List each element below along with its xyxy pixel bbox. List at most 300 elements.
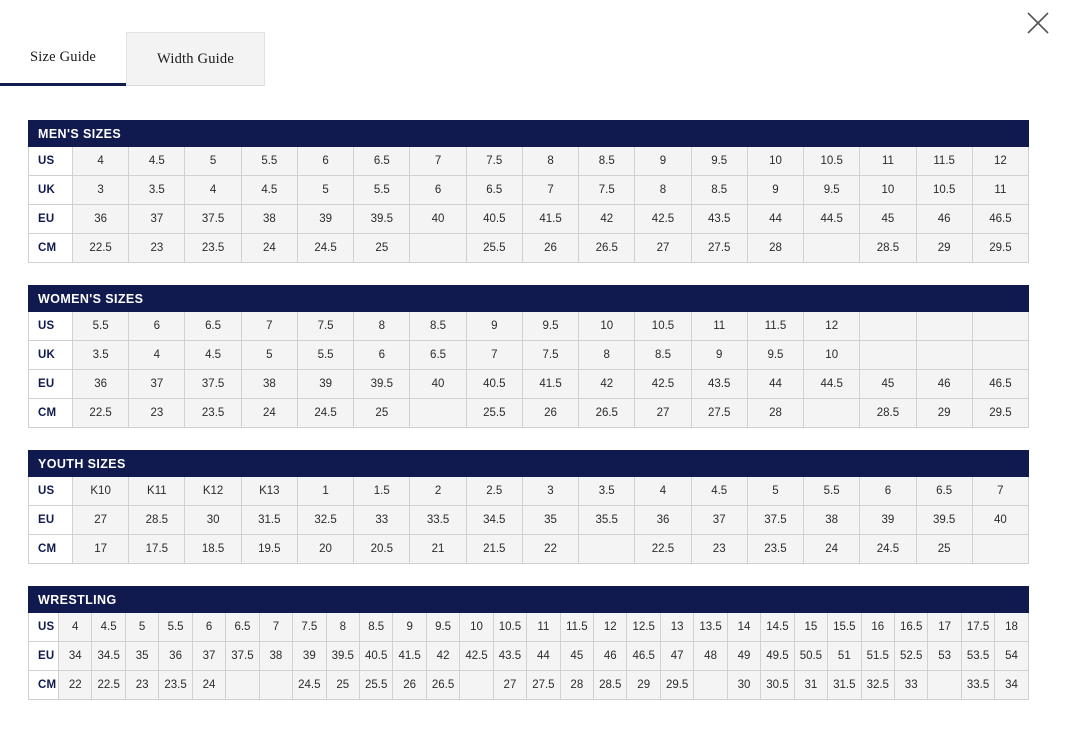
- size-cell: 29: [916, 234, 972, 263]
- size-cell: 20.5: [354, 535, 410, 564]
- size-cell: [972, 341, 1028, 370]
- size-cell: 18.5: [185, 535, 241, 564]
- size-cell: K12: [185, 477, 241, 506]
- size-cell: 7.5: [293, 613, 326, 642]
- size-cell: 8: [635, 176, 691, 205]
- size-cell: 9.5: [804, 176, 860, 205]
- size-cell: 17: [73, 535, 129, 564]
- table-header-cell: [410, 451, 466, 477]
- size-cell: 38: [259, 642, 292, 671]
- table-header-cell: [426, 587, 459, 613]
- size-cell: 28.5: [860, 234, 916, 263]
- size-cell: 29: [627, 671, 660, 700]
- size-cell: 1: [297, 477, 353, 506]
- size-cell: 15.5: [828, 613, 861, 642]
- size-cell: 25: [916, 535, 972, 564]
- size-cell: 25: [354, 399, 410, 428]
- size-table: [28, 120, 1029, 263]
- table-header-cell: [894, 587, 927, 613]
- row-label: CM: [29, 671, 59, 700]
- table-row: [29, 671, 1029, 700]
- size-cell: 27: [493, 671, 526, 700]
- size-cell: 4: [73, 147, 129, 176]
- table-title: YOUTH SIZES: [29, 451, 242, 477]
- size-cell: [226, 671, 259, 700]
- size-table: [28, 285, 1029, 428]
- size-cell: 49.5: [761, 642, 794, 671]
- size-cell: 6.5: [226, 613, 259, 642]
- size-cell: 23: [691, 535, 747, 564]
- size-cell: 11: [860, 147, 916, 176]
- size-cell: 21.5: [466, 535, 522, 564]
- size-cell: 8.5: [410, 312, 466, 341]
- size-cell: 24.5: [293, 671, 326, 700]
- size-cell: 16: [861, 613, 894, 642]
- size-cell: 12: [804, 312, 860, 341]
- size-cell: 5: [185, 147, 241, 176]
- size-cell: 28: [747, 234, 803, 263]
- size-cell: 5: [297, 176, 353, 205]
- size-cell: 42: [579, 205, 635, 234]
- table-header-cell: [522, 451, 578, 477]
- size-cell: 6: [192, 613, 225, 642]
- size-cell: 39.5: [916, 506, 972, 535]
- size-cell: 4.5: [241, 176, 297, 205]
- table-header-cell: [916, 121, 972, 147]
- table-title: WRESTLING: [29, 587, 159, 613]
- size-cell: 46: [916, 370, 972, 399]
- size-cell: 39.5: [354, 370, 410, 399]
- size-cell: 51: [828, 642, 861, 671]
- size-cell: [972, 312, 1028, 341]
- table-header-cell: [594, 587, 627, 613]
- row-label: CM: [29, 535, 73, 564]
- size-cell: 8: [326, 613, 359, 642]
- size-cell: 34.5: [92, 642, 125, 671]
- table-row: [29, 613, 1029, 642]
- size-cell: 51.5: [861, 642, 894, 671]
- size-cell: 6: [129, 312, 185, 341]
- size-cell: 3.5: [579, 477, 635, 506]
- size-cell: 22: [522, 535, 578, 564]
- table-header-cell: [747, 286, 803, 312]
- table-header-cell: [635, 451, 691, 477]
- size-cell: 6: [354, 341, 410, 370]
- table-header-cell: [527, 587, 560, 613]
- table-header-cell: [660, 587, 693, 613]
- size-cell: 21: [410, 535, 466, 564]
- size-cell: 46.5: [972, 370, 1028, 399]
- size-cell: 29.5: [660, 671, 693, 700]
- table-row: [29, 535, 1029, 564]
- size-cell: 37.5: [185, 370, 241, 399]
- size-cell: 3: [522, 477, 578, 506]
- size-cell: 20: [297, 535, 353, 564]
- size-cell: 7: [466, 341, 522, 370]
- size-cell: 39: [860, 506, 916, 535]
- size-cell: 50.5: [794, 642, 827, 671]
- table-header-row: [29, 121, 1029, 147]
- table-title: WOMEN'S SIZES: [29, 286, 242, 312]
- size-cell: 39: [293, 642, 326, 671]
- table-header-cell: [804, 286, 860, 312]
- size-cell: 38: [241, 205, 297, 234]
- row-label: EU: [29, 506, 73, 535]
- table-row: [29, 176, 1029, 205]
- size-cell: 30.5: [761, 671, 794, 700]
- size-cell: 16.5: [894, 613, 927, 642]
- size-cell: 9: [691, 341, 747, 370]
- size-cell: 17.5: [961, 613, 994, 642]
- size-cell: 9: [466, 312, 522, 341]
- size-cell: 24: [241, 399, 297, 428]
- size-cell: 6.5: [466, 176, 522, 205]
- size-cell: 6: [410, 176, 466, 205]
- table-header-cell: [995, 587, 1028, 613]
- size-cell: 29.5: [972, 399, 1028, 428]
- size-cell: 25.5: [466, 234, 522, 263]
- size-cell: 14.5: [761, 613, 794, 642]
- tab-size-guide[interactable]: [0, 32, 126, 86]
- size-cell: 4.5: [185, 341, 241, 370]
- row-label: CM: [29, 234, 73, 263]
- close-icon[interactable]: [1019, 4, 1057, 42]
- size-cell: 4: [635, 477, 691, 506]
- size-cell: 6.5: [410, 341, 466, 370]
- size-cell: 37: [129, 205, 185, 234]
- table-header-cell: [159, 587, 192, 613]
- size-cell: 28.5: [860, 399, 916, 428]
- size-cell: 10.5: [916, 176, 972, 205]
- size-cell: 7: [522, 176, 578, 205]
- table-header-cell: [326, 587, 359, 613]
- row-label: UK: [29, 341, 73, 370]
- size-cell: 17: [928, 613, 961, 642]
- table-header-cell: [804, 121, 860, 147]
- size-cell: 6.5: [185, 312, 241, 341]
- size-cell: [860, 312, 916, 341]
- size-cell: 37.5: [747, 506, 803, 535]
- size-cell: 29: [916, 399, 972, 428]
- size-cell: 30: [727, 671, 760, 700]
- size-cell: 5.5: [354, 176, 410, 205]
- size-cell: 7.5: [579, 176, 635, 205]
- size-cell: 8: [522, 147, 578, 176]
- table-header-cell: [393, 587, 426, 613]
- size-cell: 23: [129, 234, 185, 263]
- size-cell: 30: [185, 506, 241, 535]
- size-cell: 28: [747, 399, 803, 428]
- size-cell: 43.5: [691, 205, 747, 234]
- size-cell: 37: [129, 370, 185, 399]
- size-cell: 40: [410, 205, 466, 234]
- table-header-cell: [579, 121, 635, 147]
- size-cell: 10: [747, 147, 803, 176]
- table-header-cell: [804, 451, 860, 477]
- size-table: [28, 586, 1029, 700]
- size-cell: 6.5: [916, 477, 972, 506]
- table-header-cell: [522, 286, 578, 312]
- size-cell: 5.5: [241, 147, 297, 176]
- size-cell: 34: [59, 642, 92, 671]
- size-cell: 14: [727, 613, 760, 642]
- size-cell: 5.5: [804, 477, 860, 506]
- size-cell: 7.5: [466, 147, 522, 176]
- row-label: EU: [29, 370, 73, 399]
- size-cell: 4: [185, 176, 241, 205]
- size-cell: 26.5: [579, 234, 635, 263]
- size-cell: 25.5: [359, 671, 392, 700]
- size-table: [28, 450, 1029, 564]
- table-header-cell: [226, 587, 259, 613]
- tab-width-guide[interactable]: [126, 32, 265, 86]
- size-cell: 40.5: [466, 205, 522, 234]
- row-label: US: [29, 312, 73, 341]
- size-cell: [259, 671, 292, 700]
- size-cell: 37.5: [226, 642, 259, 671]
- table-header-cell: [259, 587, 292, 613]
- size-cell: 8.5: [359, 613, 392, 642]
- size-cell: 35: [125, 642, 158, 671]
- size-cell: [928, 671, 961, 700]
- size-cell: 11.5: [747, 312, 803, 341]
- size-cell: 10.5: [635, 312, 691, 341]
- size-cell: 43.5: [691, 370, 747, 399]
- size-cell: 36: [73, 370, 129, 399]
- table-header-cell: [972, 451, 1028, 477]
- table-header-cell: [354, 451, 410, 477]
- row-label: US: [29, 613, 59, 642]
- table-row: [29, 399, 1029, 428]
- size-guide-content: [0, 86, 1071, 751]
- table-row: [29, 312, 1029, 341]
- size-cell: 6.5: [354, 147, 410, 176]
- table-header-cell: [579, 451, 635, 477]
- size-cell: 7: [410, 147, 466, 176]
- table-header-cell: [691, 121, 747, 147]
- size-cell: 10.5: [804, 147, 860, 176]
- row-label: US: [29, 477, 73, 506]
- table-header-cell: [635, 121, 691, 147]
- size-cell: 27: [73, 506, 129, 535]
- table-header-cell: [747, 121, 803, 147]
- size-cell: 39.5: [354, 205, 410, 234]
- size-cell: 4.5: [92, 613, 125, 642]
- size-cell: 7: [259, 613, 292, 642]
- size-cell: 9.5: [426, 613, 459, 642]
- size-cell: 23.5: [185, 234, 241, 263]
- table-row: [29, 234, 1029, 263]
- size-cell: 18: [995, 613, 1028, 642]
- size-cell: 45: [860, 205, 916, 234]
- size-cell: 9: [635, 147, 691, 176]
- size-cell: 10: [860, 176, 916, 205]
- size-cell: 38: [241, 370, 297, 399]
- table-header-cell: [354, 286, 410, 312]
- table-row: [29, 506, 1029, 535]
- size-cell: 27.5: [527, 671, 560, 700]
- size-cell: 25: [326, 671, 359, 700]
- size-cell: 11.5: [916, 147, 972, 176]
- size-cell: 4.5: [129, 147, 185, 176]
- size-cell: 7.5: [522, 341, 578, 370]
- size-cell: 9.5: [691, 147, 747, 176]
- size-cell: 9.5: [522, 312, 578, 341]
- size-cell: 8.5: [691, 176, 747, 205]
- table-header-cell: [916, 286, 972, 312]
- size-cell: 4: [59, 613, 92, 642]
- size-cell: 31.5: [828, 671, 861, 700]
- size-cell: 5.5: [73, 312, 129, 341]
- size-cell: 3: [73, 176, 129, 205]
- size-cell: 5: [125, 613, 158, 642]
- size-cell: 1.5: [354, 477, 410, 506]
- table-header-cell: [460, 587, 493, 613]
- size-cell: 27: [635, 399, 691, 428]
- size-cell: 38: [804, 506, 860, 535]
- size-cell: 45: [560, 642, 593, 671]
- row-label: UK: [29, 176, 73, 205]
- size-cell: [460, 671, 493, 700]
- table-header-cell: [293, 587, 326, 613]
- size-cell: 52.5: [894, 642, 927, 671]
- table-header-cell: [761, 587, 794, 613]
- size-cell: 34.5: [466, 506, 522, 535]
- table-header-cell: [972, 121, 1028, 147]
- size-cell: 26.5: [579, 399, 635, 428]
- size-cell: 39.5: [326, 642, 359, 671]
- table-row: [29, 341, 1029, 370]
- size-cell: 22.5: [635, 535, 691, 564]
- table-header-cell: [747, 451, 803, 477]
- size-cell: 6: [297, 147, 353, 176]
- size-cell: 40.5: [466, 370, 522, 399]
- size-cell: 11: [691, 312, 747, 341]
- size-cell: 7: [972, 477, 1028, 506]
- table-header-cell: [466, 286, 522, 312]
- table-header-cell: [241, 451, 297, 477]
- size-cell: 5: [241, 341, 297, 370]
- table-header-cell: [297, 451, 353, 477]
- size-cell: 39: [297, 370, 353, 399]
- size-cell: 33.5: [961, 671, 994, 700]
- size-cell: 37: [691, 506, 747, 535]
- size-cell: 29.5: [972, 234, 1028, 263]
- size-tables: [28, 120, 1043, 700]
- table-header-row: [29, 587, 1029, 613]
- size-cell: 8.5: [635, 341, 691, 370]
- size-cell: 47: [660, 642, 693, 671]
- size-cell: 33: [354, 506, 410, 535]
- table-header-cell: [861, 587, 894, 613]
- size-cell: K10: [73, 477, 129, 506]
- size-cell: 27.5: [691, 399, 747, 428]
- size-cell: 40.5: [359, 642, 392, 671]
- table-header-cell: [466, 451, 522, 477]
- size-cell: [972, 535, 1028, 564]
- size-cell: 32.5: [861, 671, 894, 700]
- size-cell: 8: [354, 312, 410, 341]
- size-cell: 13: [660, 613, 693, 642]
- size-cell: 12.5: [627, 613, 660, 642]
- size-cell: 10: [579, 312, 635, 341]
- size-cell: 36: [159, 642, 192, 671]
- size-cell: 2.5: [466, 477, 522, 506]
- size-cell: 26: [522, 234, 578, 263]
- size-cell: 42: [426, 642, 459, 671]
- size-cell: 36: [73, 205, 129, 234]
- size-cell: 34: [995, 671, 1028, 700]
- table-header-cell: [192, 587, 225, 613]
- size-cell: 49: [727, 642, 760, 671]
- table-header-cell: [359, 587, 392, 613]
- table-header-cell: [694, 587, 727, 613]
- size-cell: 7.5: [297, 312, 353, 341]
- size-cell: 31.5: [241, 506, 297, 535]
- size-cell: 3.5: [129, 176, 185, 205]
- table-header-cell: [493, 587, 526, 613]
- table-header-cell: [410, 121, 466, 147]
- table-header-cell: [410, 286, 466, 312]
- size-cell: 46: [916, 205, 972, 234]
- row-label: US: [29, 147, 73, 176]
- size-cell: 8: [579, 341, 635, 370]
- table-header-cell: [961, 587, 994, 613]
- table-header-cell: [241, 121, 297, 147]
- size-cell: 41.5: [522, 370, 578, 399]
- table-header-cell: [354, 121, 410, 147]
- size-cell: K11: [129, 477, 185, 506]
- size-cell: 53.5: [961, 642, 994, 671]
- table-row: [29, 642, 1029, 671]
- size-cell: 31: [794, 671, 827, 700]
- size-cell: 4.5: [691, 477, 747, 506]
- table-header-cell: [916, 451, 972, 477]
- size-cell: [916, 312, 972, 341]
- size-cell: 23: [125, 671, 158, 700]
- size-cell: 24.5: [297, 399, 353, 428]
- size-cell: 37.5: [185, 205, 241, 234]
- size-cell: [579, 535, 635, 564]
- size-cell: 5.5: [297, 341, 353, 370]
- size-cell: 28.5: [594, 671, 627, 700]
- size-cell: 11: [527, 613, 560, 642]
- table-title: MEN'S SIZES: [29, 121, 242, 147]
- size-cell: [916, 341, 972, 370]
- size-cell: [410, 234, 466, 263]
- table-header-cell: [860, 451, 916, 477]
- size-cell: 6: [860, 477, 916, 506]
- tab-bar: [0, 32, 265, 86]
- table-header-cell: [297, 121, 353, 147]
- size-cell: 22.5: [92, 671, 125, 700]
- size-cell: 25: [354, 234, 410, 263]
- row-label: EU: [29, 205, 73, 234]
- size-cell: 3.5: [73, 341, 129, 370]
- size-cell: 40: [972, 506, 1028, 535]
- size-cell: 44.5: [804, 205, 860, 234]
- table-header-cell: [297, 286, 353, 312]
- size-cell: 13.5: [694, 613, 727, 642]
- size-cell: 48: [694, 642, 727, 671]
- size-cell: 46.5: [627, 642, 660, 671]
- size-cell: 45: [860, 370, 916, 399]
- size-cell: 24: [241, 234, 297, 263]
- size-cell: 19.5: [241, 535, 297, 564]
- size-cell: [804, 399, 860, 428]
- table-row: [29, 370, 1029, 399]
- size-cell: 44: [527, 642, 560, 671]
